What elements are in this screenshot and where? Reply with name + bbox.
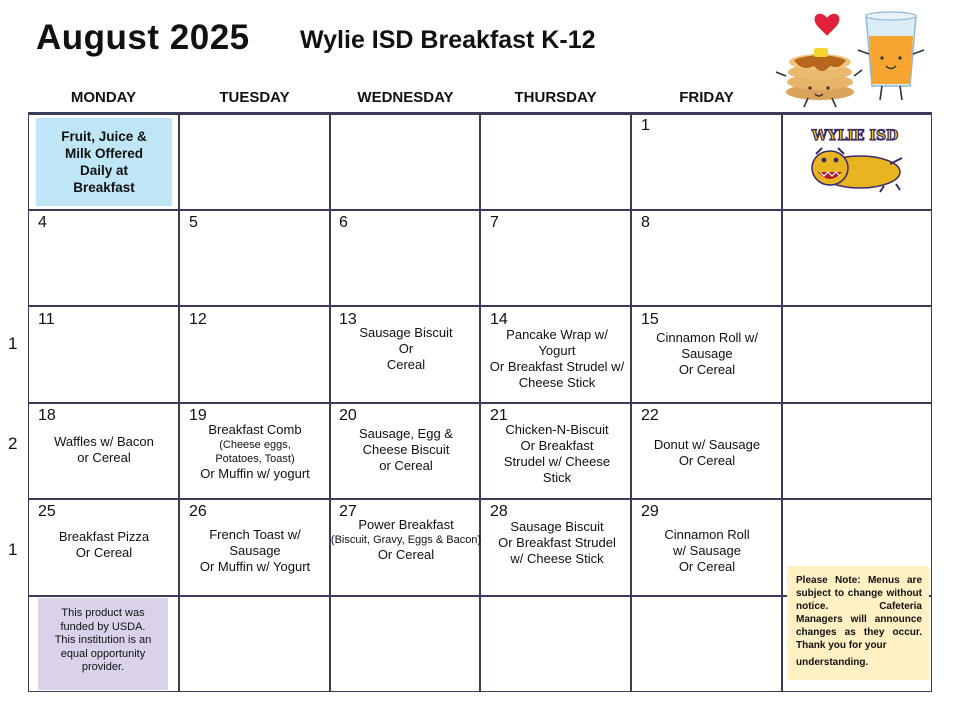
menu-line: Or Muffin w/ Yogurt (199, 559, 311, 574)
menu-line: or Cereal (379, 458, 433, 473)
menu-line: or Cereal (77, 450, 131, 465)
menu-change-note (787, 566, 929, 680)
menu-item (331, 325, 481, 373)
menu-line: Sausage Biscuit (510, 519, 604, 534)
menu-line: Or Breakfast Strudel w/ (489, 359, 625, 374)
day-number: 14 (490, 311, 508, 328)
day-number: 11 (38, 311, 55, 328)
menu-line: Or Cereal (678, 559, 736, 574)
menu-line: Pancake Wrap w/ (506, 327, 608, 342)
usda-notice (38, 598, 168, 690)
day-number: 13 (339, 311, 357, 328)
grid-divider (28, 402, 932, 404)
fruit-juice-milk-notice (36, 118, 172, 206)
week-side-number: 2 (8, 434, 18, 453)
menu-line: Sausage, Egg & (359, 426, 453, 441)
menu-line: (Cheese eggs, (219, 439, 291, 451)
notice-line: Milk Offered (64, 146, 143, 161)
menu-item (29, 434, 179, 466)
menu-line: Or Breakfast Strudel (498, 535, 616, 550)
day-number: 12 (189, 311, 207, 328)
day-number: 28 (490, 503, 508, 520)
week-side-number: 1 (8, 540, 18, 559)
menu-line: Or (398, 341, 414, 356)
day-number: 29 (641, 503, 659, 520)
menu-line: Chicken-N-Biscuit (505, 422, 609, 437)
menu-line: Potatoes, Toast) (215, 453, 295, 465)
menu-line: Power Breakfast (358, 517, 454, 532)
menu-line: Or Cereal (377, 547, 435, 562)
menu-line: Breakfast Comb (208, 422, 302, 437)
day-number: 20 (339, 407, 357, 424)
menu-line: Sausage Biscuit (359, 325, 453, 340)
menu-line: Strudel w/ Cheese (503, 454, 611, 469)
grid-divider (28, 209, 932, 211)
menu-line: Yogurt (538, 343, 576, 358)
menu-line: w/ Cheese Stick (510, 551, 604, 566)
day-number: 18 (38, 407, 56, 424)
menu-line: Breakfast Pizza (58, 529, 150, 544)
menu-line: Stick (542, 470, 572, 485)
menu-line: Waffles w/ Bacon (54, 434, 154, 449)
day-number: 4 (38, 214, 47, 231)
menu-item (632, 527, 782, 575)
menu-line: Cinnamon Roll w/ (656, 330, 758, 345)
menu-line: Cheese Biscuit (362, 442, 450, 457)
menu-line: Or Breakfast (520, 438, 594, 453)
menu-line: Sausage (681, 346, 733, 361)
day-number: 15 (641, 311, 659, 328)
menu-item (632, 437, 782, 469)
notice-line: Daily at (79, 163, 129, 178)
menu-line: Or Cereal (75, 545, 133, 560)
menu-line: Cinnamon Roll (664, 527, 750, 542)
menu-line: Cereal (386, 357, 426, 372)
day-number: 25 (38, 503, 56, 520)
header-thursday: THURSDAY (514, 89, 597, 106)
menu-item (481, 422, 633, 486)
notice-line: Breakfast (73, 180, 135, 195)
notice-line: This product was (61, 607, 145, 619)
notice-line: Fruit, Juice & (61, 129, 147, 144)
month-title: August 2025 (36, 18, 250, 57)
day-number: 26 (189, 503, 207, 520)
menu-line: Sausage (229, 543, 281, 558)
day-number: 27 (339, 503, 357, 520)
menu-item (29, 529, 179, 561)
menu-line: Or Muffin w/ yogurt (200, 466, 310, 481)
note-text: Please Note: Menus are subject to change without notice. Cafeteria Managers will announce changes as they occur. Thank you for your (796, 575, 922, 651)
header-friday: FRIDAY (679, 89, 734, 106)
menu-line: Or Cereal (678, 453, 736, 468)
notice-line: funded by USDA. (60, 620, 146, 633)
day-number: 19 (189, 407, 207, 424)
day-number: 7 (490, 214, 499, 231)
menu-item (632, 330, 782, 378)
week-side-number: 1 (8, 334, 18, 353)
notice-line: This institution is an (54, 634, 152, 646)
grid-divider (28, 498, 932, 500)
day-number: 22 (641, 407, 659, 424)
menu-line: w/ Sausage (673, 543, 741, 558)
menu-line: Donut w/ Sausage (653, 437, 761, 452)
menu-item (331, 426, 481, 474)
day-number: 8 (641, 214, 650, 231)
menu-line: Cheese Stick (518, 375, 596, 390)
menu-item (481, 519, 633, 567)
note-text: understanding. (796, 657, 869, 668)
menu-line: (Biscuit, Gravy, Eggs & Bacon) (330, 534, 482, 546)
menu-title: Wylie ISD Breakfast K-12 (300, 26, 596, 54)
bulldog-mascot-icon (812, 148, 902, 192)
menu-item (481, 327, 633, 391)
menu-item (180, 422, 330, 482)
header-wednesday: WEDNESDAY (357, 89, 454, 106)
menu-line: French Toast w/ (209, 527, 301, 542)
menu-item (180, 527, 330, 575)
day-number: 5 (189, 214, 198, 231)
menu-line: Or Cereal (678, 362, 736, 377)
wylie-isd-logo (800, 124, 910, 194)
day-number: 6 (339, 214, 348, 231)
day-number: 21 (490, 407, 508, 424)
notice-line: provider. (81, 661, 125, 673)
svg-text:WYLIE ISD: WYLIE ISD (811, 128, 899, 144)
header-tuesday: TUESDAY (219, 89, 290, 106)
notice-line: equal opportunity (60, 647, 146, 660)
pancakes-and-juice-icon (770, 6, 930, 110)
header-monday: MONDAY (70, 89, 137, 106)
menu-item (318, 517, 494, 563)
grid-divider (28, 305, 932, 307)
day-number: 1 (641, 117, 650, 134)
